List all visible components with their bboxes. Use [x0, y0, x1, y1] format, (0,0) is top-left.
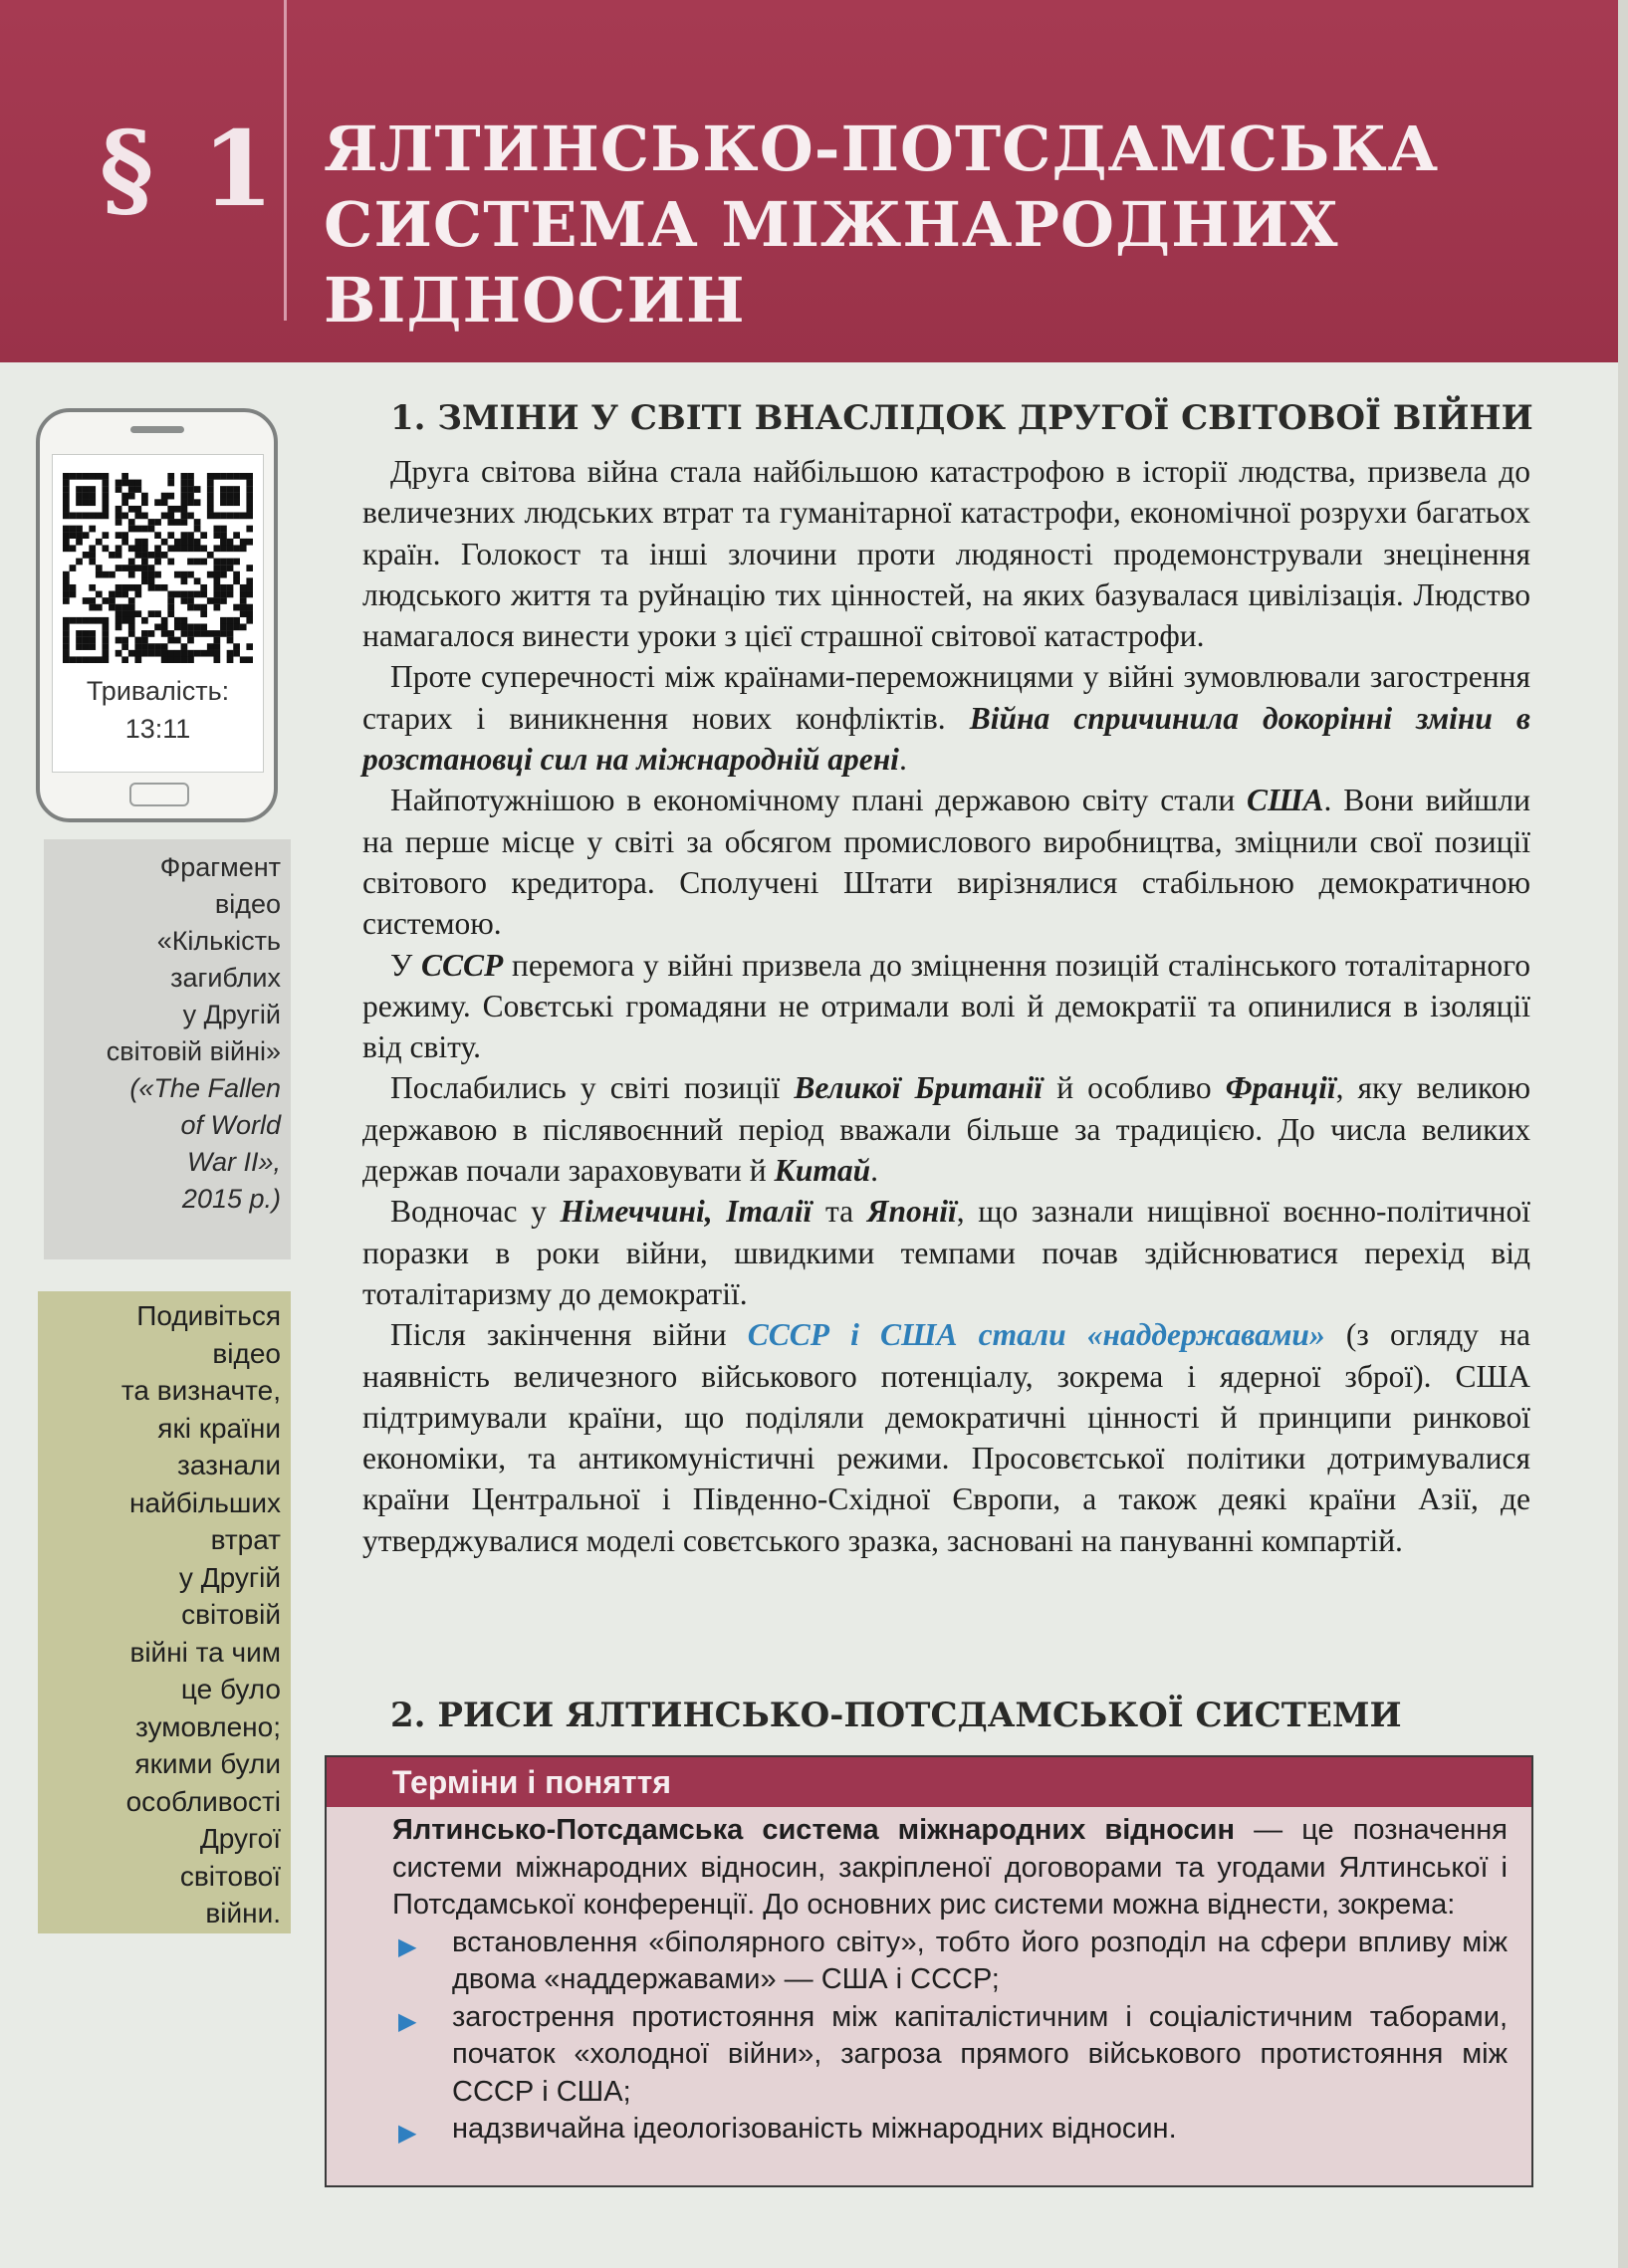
key-term-highlight: СССР і США стали «наддержавами» [747, 1317, 1325, 1353]
task-line: Другої [199, 1823, 281, 1854]
emphasis: СССР [421, 947, 504, 983]
triangle-bullet-icon: ▶ [398, 2007, 417, 2035]
list-item: ▶ загострення протистояння між капіталістичним і соціалістичним таборами, початок «холодної війни», загроза прямого військового протистояння між СССР і США; [398, 2000, 1508, 2108]
triangle-bullet-icon: ▶ [398, 2120, 417, 2147]
list-item: ▶ надзвичайна ідеологізованість міжнародних відносин. [392, 2111, 1508, 2149]
task-line: втрат [210, 1524, 281, 1555]
task-line: особливості [125, 1785, 281, 1817]
task-line: якими були [134, 1748, 281, 1779]
emphasis: США [1247, 783, 1324, 818]
emphasis: Франції [1225, 1070, 1336, 1106]
duration-value: 13:11 [124, 714, 191, 744]
paragraph: У СССР перемога у війні призвела до зміцнення позицій сталінського тоталітарного режиму. Совєтські громадяни не отримали волі й демократії та опинилися в ізоляції від світу. [362, 947, 1530, 1065]
emphasis: Війна спричинила докорінні зміни в розстановці сил на міжнародній арені [362, 700, 1530, 778]
page-edge [1618, 0, 1628, 2268]
paragraph: Водночас у Німеччині, Італії та Японії, що зазнали нищівної воєнно-політичної поразки в роки війни, швидкими темпами почав здійснюватися перехід від тоталітаризму до демократії. [362, 1194, 1531, 1311]
task-line: це було [180, 1674, 281, 1704]
paragraph: Після закінчення війни СССР і США стали «наддержавами» (з огляду на наявність величезного військового потенціалу, зокрема і ядерної зброї). США підтримували країни, що поділяли демократичні цінності й принципи ринкової економіки, та антикомуністичні режими. Просовєтської політики дотримувалися країни Центральної і Південно-Східної Європи, а також деякі країни Азії, де утверджувалися моделі совєтського зразка, засновані на пануванні компартій. [362, 1317, 1530, 1558]
video-caption [42, 849, 281, 1218]
caption-line: («The Fallen [129, 1073, 281, 1103]
task-line: війни. [205, 1898, 281, 1928]
paragraph-number: § 1 [100, 108, 280, 230]
task-line: та визначте, [120, 1375, 281, 1406]
paragraph: Найпотужнішою в економічному плані державою світу стали США. Вони вийшли на перше місце у світі за обсягом промислового виробництва, зміцнили свої позиції світового кредитора. Сполучені Штати вирізнялися стабільною демократичною системою. [362, 783, 1530, 942]
emphasis: Великої Британії [794, 1070, 1044, 1106]
task-line: зумовлено; [135, 1710, 281, 1742]
task-line: які країни [157, 1412, 281, 1444]
paragraph: Проте суперечності між країнами-переможницями у війні зумовлювали загострення старих і виникнення нових конфліктів. Війна спричинила докорінні зміни в розстановці сил на міжнародній арені. [362, 659, 1530, 778]
caption-line: у Другій [182, 1000, 281, 1029]
task-text [42, 1297, 281, 1932]
task-line: Подивіться [136, 1300, 281, 1331]
terms-box [325, 1755, 1533, 2187]
section-1-body [362, 451, 1530, 1561]
caption-line: «Кількість [156, 926, 281, 956]
task-line: у Другій [178, 1561, 281, 1593]
terms-body [392, 1812, 1508, 2149]
caption-line: 2015 р.) [181, 1184, 281, 1214]
task-line: зазнали [177, 1450, 281, 1480]
caption-line: світовій війні» [106, 1036, 281, 1066]
paragraph: Друга світова війна стала найбільшою катастрофою в історії людства, призвела до величезних людських втрат та гуманітарної катастрофи, економічної розрухи багатьох країн. Голокост та інші злочини проти людяності продемонстрували знецінення людського життя та руйнацію тих цінностей, на яких базувалася цивілізація. Людство намагалося винести уроки з цієї страшної світової катастрофи. [362, 454, 1530, 654]
section-1-heading: 1. ЗМІНИ У СВІТІ ВНАСЛІДОК ДРУГОЇ СВІТОВОЇ ВІЙНИ [390, 398, 1533, 438]
title-line: СИСТЕМА МІЖНАРОДНИХ [324, 188, 1339, 261]
phone-illustration [36, 408, 278, 822]
caption-line: відео [214, 889, 281, 919]
chapter-header [0, 0, 1618, 362]
term-name: Ялтинсько-Потсдамська система міжнародних відносин [392, 1814, 1236, 1846]
task-line: найбільших [129, 1486, 281, 1518]
phone-screen [52, 454, 264, 773]
task-line: відео [212, 1337, 281, 1369]
emphasis: Німеччині, Італії [560, 1194, 813, 1230]
emphasis: Китай [774, 1153, 871, 1189]
task-line: світовій [181, 1599, 281, 1630]
list-item: ▶ встановлення «біполярного світу», тобто його розподіл на сфери впливу між двома «наддержавами» — США і СССР; [398, 1926, 1508, 1995]
caption-line: загиблих [170, 963, 281, 993]
caption-line: Фрагмент [159, 852, 281, 882]
phone-speaker [130, 426, 184, 433]
paragraph: Послабились у світі позиції Великої Британії й особливо Франції, яку великою державою в післявоєнний період вважали більше за традицією. До числа великих держав почали зараховувати й Китай. [362, 1070, 1530, 1189]
video-caption-box [44, 839, 291, 1259]
task-line: війні та чим [129, 1636, 281, 1668]
terms-header [327, 1757, 1531, 1807]
header-divider [284, 0, 287, 321]
terms-title: Терміни і поняття [392, 1764, 671, 1800]
phone-home-button [129, 783, 189, 806]
task-box [38, 1291, 291, 1933]
triangle-bullet-icon: ▶ [398, 1932, 417, 1960]
title-line: ВІДНОСИН [324, 264, 746, 337]
title-line: ЯЛТИНСЬКО-ПОТСДАМСЬКА [324, 113, 1440, 185]
caption-line: War II», [186, 1147, 281, 1177]
task-line: світової [179, 1860, 281, 1892]
emphasis: Японії [866, 1194, 957, 1230]
section-2-heading: 2. РИСИ ЯЛТИНСЬКО-ПОТСДАМСЬКОЇ СИСТЕМИ [390, 1696, 1402, 1735]
chapter-title [324, 112, 1439, 339]
term-definition: Ялтинсько-Потсдамська система міжнародних відносин — це позначення системи міжнародних відносин, закріпленої договорами та угодами Ялтинської і Потсдамської конференції. До основних рис системи можна віднести, зокрема: [392, 1814, 1508, 1921]
duration-label: Тривалість: [86, 676, 230, 706]
terms-list [392, 1925, 1508, 2149]
caption-line: of World [180, 1110, 281, 1140]
qr-code-icon[interactable] [63, 473, 253, 663]
